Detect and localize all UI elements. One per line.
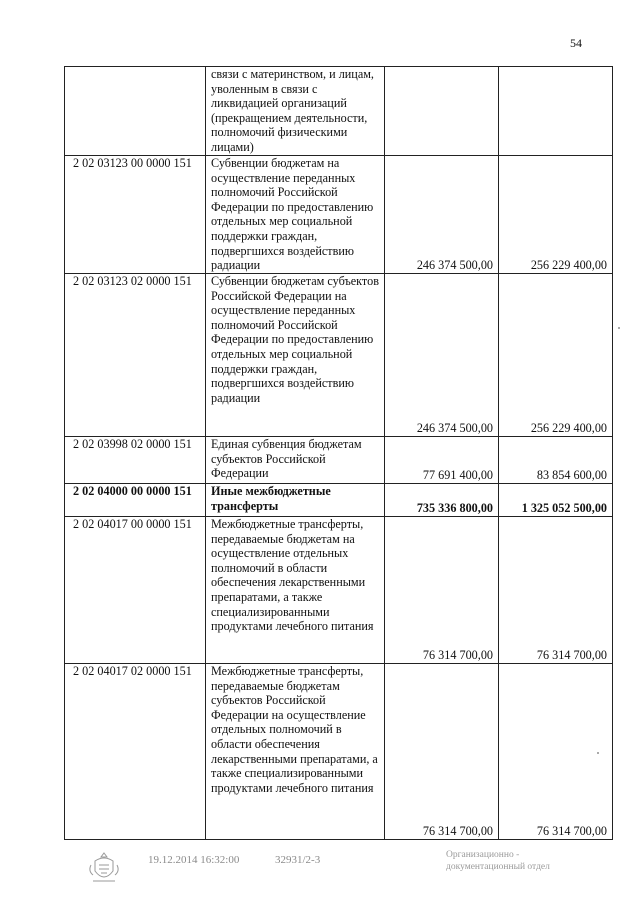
row-value-1: 77 691 400,00 bbox=[385, 437, 499, 484]
page-number: 54 bbox=[570, 36, 582, 50]
table-row bbox=[65, 664, 613, 840]
row-value-2: 76 314 700,00 bbox=[499, 664, 613, 840]
row-code: 2 02 04017 02 0000 151 bbox=[65, 664, 206, 840]
row-value-2: 76 314 700,00 bbox=[499, 517, 613, 664]
row-name: Субвенции бюджетам субъектов Российской Федерации на осуществление переданных полномочий Российской Федерации по предоставлению отдельных мер социальной поддержки граждан, подвергшихся воздействию радиации bbox=[206, 274, 385, 437]
row-value-2: 256 229 400,00 bbox=[499, 274, 613, 437]
scan-speck bbox=[597, 752, 599, 754]
footer-department: Организационно - документационный отдел bbox=[446, 850, 550, 872]
table-row bbox=[65, 484, 613, 517]
row-name: Межбюджетные трансферты, передаваемые бюджетам субъектов Российской Федерации на осуществление отдельных полномочий в области обеспечения лекарственными препаратами, а также специализированными продуктами лечебного питания bbox=[206, 664, 385, 840]
row-value-1: 76 314 700,00 bbox=[385, 664, 499, 840]
footer-doc-number: 32931/2-3 bbox=[275, 854, 321, 866]
row-name: связи с материнством, и лицам, уволенным в связи с ликвидацией организаций (прекращением деятельности, полномочий физическими лицами) bbox=[206, 67, 385, 156]
row-name: Единая субвенция бюджетам субъектов Российской Федерации bbox=[206, 437, 385, 484]
table-row bbox=[65, 67, 613, 156]
row-name: Межбюджетные трансферты, передаваемые бюджетам на осуществление отдельных полномочий в области обеспечения лекарственными препаратами, а также специализированными продуктами лечебного питания bbox=[206, 517, 385, 664]
row-value-1 bbox=[385, 67, 499, 156]
row-code: 2 02 03123 02 0000 151 bbox=[65, 274, 206, 437]
row-code: 2 02 04017 00 0000 151 bbox=[65, 517, 206, 664]
table-row bbox=[65, 437, 613, 484]
row-code: 2 02 04000 00 0000 151 bbox=[65, 484, 206, 517]
row-value-2: 1 325 052 500,00 bbox=[499, 484, 613, 517]
row-name: Субвенции бюджетам на осуществление переданных полномочий Российской Федерации по предоставлению отдельных мер социальной поддержки граждан, подвергшихся воздействию радиации bbox=[206, 156, 385, 274]
row-value-2: 83 854 600,00 bbox=[499, 437, 613, 484]
footer-timestamp: 19.12.2014 16:32:00 bbox=[148, 854, 240, 866]
page-footer bbox=[0, 849, 640, 889]
row-code: 2 02 03998 02 0000 151 bbox=[65, 437, 206, 484]
row-value-2 bbox=[499, 67, 613, 156]
coat-of-arms-icon bbox=[85, 849, 123, 887]
budget-table-body bbox=[65, 67, 613, 840]
table-row bbox=[65, 156, 613, 274]
row-value-2: 256 229 400,00 bbox=[499, 156, 613, 274]
row-code bbox=[65, 67, 206, 156]
budget-table bbox=[64, 66, 613, 840]
row-value-1: 246 374 500,00 bbox=[385, 274, 499, 437]
table-row bbox=[65, 274, 613, 437]
scan-speck bbox=[618, 327, 620, 329]
row-code: 2 02 03123 00 0000 151 bbox=[65, 156, 206, 274]
row-value-1: 735 336 800,00 bbox=[385, 484, 499, 517]
table-row bbox=[65, 517, 613, 664]
row-value-1: 76 314 700,00 bbox=[385, 517, 499, 664]
row-value-1: 246 374 500,00 bbox=[385, 156, 499, 274]
row-name: Иные межбюджетные трансферты bbox=[206, 484, 385, 517]
